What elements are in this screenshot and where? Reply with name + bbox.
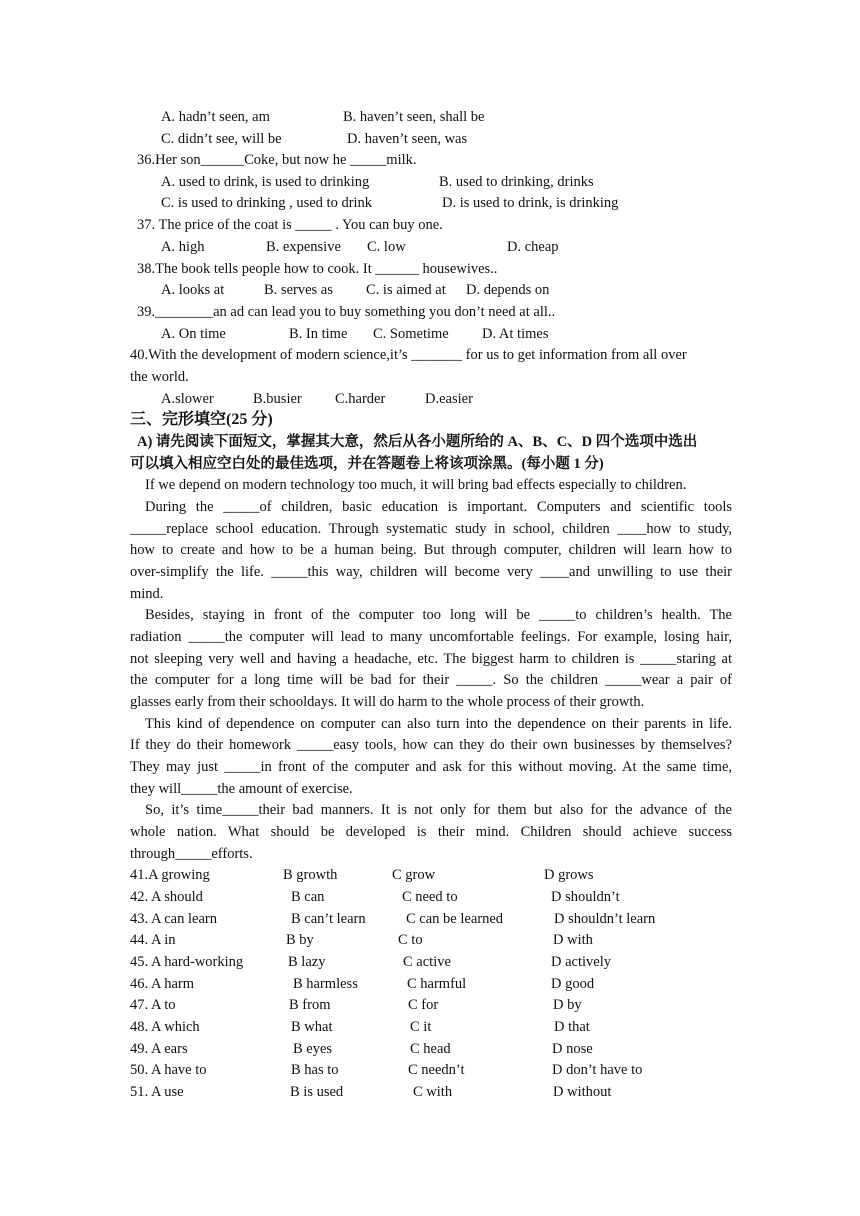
q38-stem: 38.The book tells people how to cook. It ______ housewives.. xyxy=(137,261,498,277)
q35-options-row-2 xyxy=(0,128,860,150)
passage-line: glasses early from their schooldays. It will do harm to the whole process of their growth. xyxy=(130,694,645,710)
passage-line: During the _____of children, basic education is important. Computers and scientific tools xyxy=(145,499,732,515)
option-d: D. haven’t seen, was xyxy=(347,131,468,147)
option-d: D. depends on xyxy=(466,282,550,298)
option-d: D. is used to drink, is drinking xyxy=(442,195,619,211)
answer-row: 44. A in B by C to D with xyxy=(130,932,593,948)
q40-stem-line-2: the world. xyxy=(130,369,189,385)
option-d: D. At times xyxy=(482,326,549,342)
instruction-line-2: 可以填入相应空白处的最佳选项，并在答题卷上将该项涂黑。(每小题 1 分) xyxy=(130,456,604,472)
answer-row: 43. A can learn B can’t learn C can be learned D shouldn’t learn xyxy=(130,911,656,927)
option-c: C. didn’t see, will be xyxy=(161,131,282,147)
option-d: D. cheap xyxy=(507,239,559,255)
option-a: A. looks at xyxy=(161,282,225,298)
q36-options-row-1 xyxy=(0,171,860,193)
passage-line: the computer for a long time will be bad for their _____. So the children _____wear a pair of xyxy=(130,672,732,688)
section-title: 三、完形填空(25 分) xyxy=(130,411,273,428)
option-b: B. expensive xyxy=(266,239,341,255)
passage-line: They may just _____in front of the computer and ask for this without moving. At the same time, xyxy=(130,759,732,775)
option-b: B.busier xyxy=(253,391,302,407)
q37-stem: 37. The price of the coat is _____ . You can buy one. xyxy=(137,217,443,233)
option-c: C. is used to drinking , used to drink xyxy=(161,195,373,211)
passage-line: So, it’s time_____their bad manners. It is not only for them but also for the advance of the xyxy=(145,802,732,818)
option-c: C. low xyxy=(367,239,406,255)
passage-line: they will_____the amount of exercise. xyxy=(130,781,353,797)
option-d: D.easier xyxy=(425,391,473,407)
answer-row: 51. A use B is used C with D without xyxy=(130,1084,612,1100)
answer-row: 47. A to B from C for D by xyxy=(130,997,582,1013)
option-c: C.harder xyxy=(335,391,386,407)
passage-line: over-simplify the life. _____this way, children will become very ____and unwilling to use their xyxy=(130,564,732,580)
q38-options xyxy=(0,279,860,301)
option-a: A. high xyxy=(161,239,205,255)
q35-options-row-1 xyxy=(0,106,860,128)
passage-line: whole nation. What should be developed is their mind. Children should achieve success xyxy=(130,824,732,840)
passage-line: radiation _____the computer will lead to many uncomfortable feelings. For example, losing hair, xyxy=(130,629,732,645)
answer-row: 49. A ears B eyes C head D nose xyxy=(130,1041,593,1057)
q39-options xyxy=(0,323,860,345)
answer-row: 41.A growing B growth C grow D grows xyxy=(130,867,594,883)
q36-options-row-2 xyxy=(0,192,860,214)
answer-row: 42. A should B can C need to D shouldn’t xyxy=(130,889,620,905)
passage-line: not sleeping very well and having a headache, etc. The biggest harm to children is _____staring at xyxy=(130,651,732,667)
option-b: B. In time xyxy=(289,326,348,342)
passage-line: This kind of dependence on computer can also turn into the dependence on their parents in life. xyxy=(145,716,732,732)
q39-stem: 39.________an ad can lead you to buy something you don’t need at all.. xyxy=(137,304,556,320)
passage-line: mind. xyxy=(130,586,164,602)
q37-options xyxy=(0,236,860,258)
q36-stem: 36.Her son______Coke, but now he _____milk. xyxy=(137,152,417,168)
instruction-line-1: A) 请先阅读下面短文，掌握其大意，然后从各小题所给的 A、B、C、D 四个选项中选出 xyxy=(137,434,698,450)
answer-row: 50. A have to B has to C needn’t D don’t have to xyxy=(130,1062,643,1078)
answer-row: 48. A which B what C it D that xyxy=(130,1019,590,1035)
option-b: B. serves as xyxy=(264,282,333,298)
option-a: A.slower xyxy=(161,391,214,407)
option-a: A. used to drink, is used to drinking xyxy=(161,174,370,190)
option-c: C. Sometime xyxy=(373,326,449,342)
passage-line: through_____efforts. xyxy=(130,846,253,862)
answer-row: 46. A harm B harmless C harmful D good xyxy=(130,976,595,992)
passage-line: If they do their homework _____easy tools, how can they do their own businesses by themselves? xyxy=(130,737,732,753)
option-a: A. On time xyxy=(161,326,226,342)
option-b: B. haven’t seen, shall be xyxy=(343,109,485,125)
option-c: C. is aimed at xyxy=(366,282,446,298)
q40-options xyxy=(0,388,860,410)
passage-line: how to create and how to be a human being. But through computer, children will learn how to xyxy=(130,542,732,558)
option-b: B. used to drinking, drinks xyxy=(439,174,594,190)
passage-line: If we depend on modern technology too much, it will bring bad effects especially to children. xyxy=(145,477,687,493)
q40-stem-line-1: 40.With the development of modern science,it’s _______ for us to get information from all over xyxy=(130,347,687,363)
option-a: A. hadn’t seen, am xyxy=(161,109,270,125)
passage-line: Besides, staying in front of the computer too long will be _____to children’s health. The xyxy=(145,607,732,623)
passage-line: _____replace school education. Through systematic study in school, children ____how to study, xyxy=(130,521,732,537)
answer-row: 45. A hard-working B lazy C active D actively xyxy=(130,954,611,970)
